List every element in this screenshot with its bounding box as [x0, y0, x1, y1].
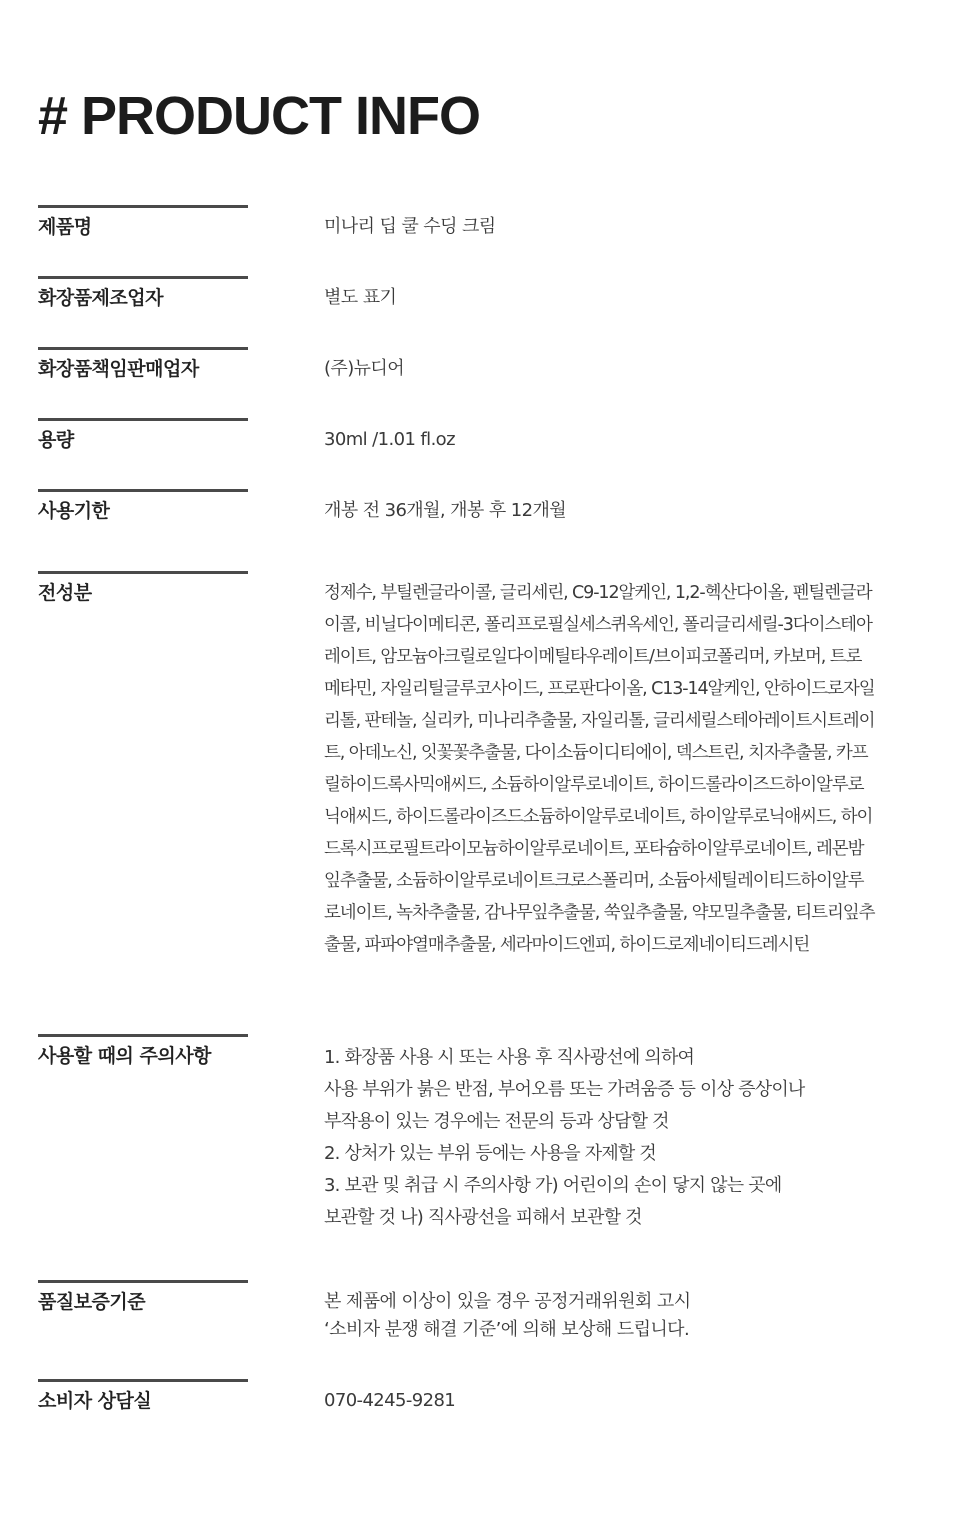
text-line: 이콜, 비닐다이메티콘, 폴리프로필실세스퀴옥세인, 폴리글리세릴-3다이스테아: [324, 615, 872, 635]
text-line: 잎추출물, 소듐하이알루로네이트크로스폴리머, 소듐아세틸레이티드하이알루: [324, 871, 864, 891]
divider: [38, 1280, 248, 1283]
row-value: (주)뉴디어: [324, 358, 404, 379]
text-line: 로네이트, 녹차추출물, 감나무잎추출물, 쑥잎추출물, 약모밀추출물, 티트리잎추: [324, 903, 875, 923]
ingredients-text: [324, 577, 924, 961]
row-label: 용량: [38, 429, 74, 451]
text-line: 리톨, 판테놀, 실리카, 미나리추출물, 자일리톨, 글리세릴스테아레이트시트레이: [324, 711, 875, 731]
text-line: 사용 부위가 붉은 반점, 부어오름 또는 가려움증 등 이상 증상이나: [324, 1079, 805, 1100]
divider: [38, 347, 248, 350]
text-line: 본 제품에 이상이 있을 경우 공정거래위원회 고시: [324, 1291, 691, 1312]
text-line: 닉애씨드, 하이드롤라이즈드소듐하이알루로네이트, 하이알루로닉애씨드, 하이: [324, 807, 873, 827]
phone-number: 070-4245-9281: [324, 1390, 456, 1411]
row-label: 소비자 상담실: [38, 1390, 152, 1412]
divider: [38, 1034, 248, 1037]
row-value: 미나리 딥 쿨 수딩 크림: [324, 216, 496, 237]
divider: [38, 276, 248, 279]
divider: [38, 205, 248, 208]
text-line: 릴하이드록사믹애씨드, 소듐하이알루로네이트, 하이드롤라이즈드하이알루로: [324, 775, 864, 795]
text-line: 레이트, 암모늄아크릴로일다이메틸타우레이트/브이피코폴리머, 카보머, 트로: [324, 647, 862, 667]
text-line: ‘소비자 분쟁 해결 기준’에 의해 보상해 드립니다.: [324, 1319, 690, 1340]
page-title: # PRODUCT INFO: [38, 86, 481, 146]
text-line: 출물, 파파야열매추출물, 세라마이드엔피, 하이드로제네이티드레시틴: [324, 935, 810, 955]
text-line: 보관할 것 나) 직사광선을 피해서 보관할 것: [324, 1207, 642, 1228]
text-line: 정제수, 부틸렌글라이콜, 글리세린, C9-12알케인, 1,2-헥산다이올, 펜틸렌글라: [324, 583, 872, 603]
row-label: 품질보증기준: [38, 1291, 146, 1313]
cautions-text: [324, 1042, 924, 1234]
text-line: 트, 아데노신, 잇꽃꽃추출물, 다이소듐이디티에이, 덱스트린, 치자추출물, 카프: [324, 743, 868, 763]
row-label: 화장품제조업자: [38, 287, 163, 309]
text-line: 부작용이 있는 경우에는 전문의 등과 상담할 것: [324, 1111, 669, 1132]
text-line: 메타민, 자일리틸글루코사이드, 프로판다이올, C13-14알케인, 안하이드로자일: [324, 679, 875, 699]
quality-guarantee-text: [324, 1288, 924, 1344]
row-value: 30ml /1.01 fl.oz: [324, 429, 455, 450]
divider: [38, 571, 248, 574]
divider: [38, 418, 248, 421]
text-line: 1. 화장품 사용 시 또는 사용 후 직사광선에 의하여: [324, 1047, 695, 1068]
text-line: 3. 보관 및 취급 시 주의사항 가) 어린이의 손이 닿지 않는 곳에: [324, 1175, 782, 1196]
row-label: 제품명: [38, 216, 92, 238]
row-label: 전성분: [38, 582, 92, 604]
row-value: 개봉 전 36개월, 개봉 후 12개월: [324, 500, 567, 521]
row-value: 별도 표기: [324, 287, 397, 308]
row-label: 사용할 때의 주의사항: [38, 1045, 211, 1067]
row-label: 사용기한: [38, 500, 110, 522]
row-label: 화장품책임판매업자: [38, 358, 199, 380]
divider: [38, 489, 248, 492]
text-line: 드록시프로필트라이모늄하이알루로네이트, 포타슘하이알루로네이트, 레몬밤: [324, 839, 864, 859]
text-line: 2. 상처가 있는 부위 등에는 사용을 자제할 것: [324, 1143, 657, 1164]
divider: [38, 1379, 248, 1382]
